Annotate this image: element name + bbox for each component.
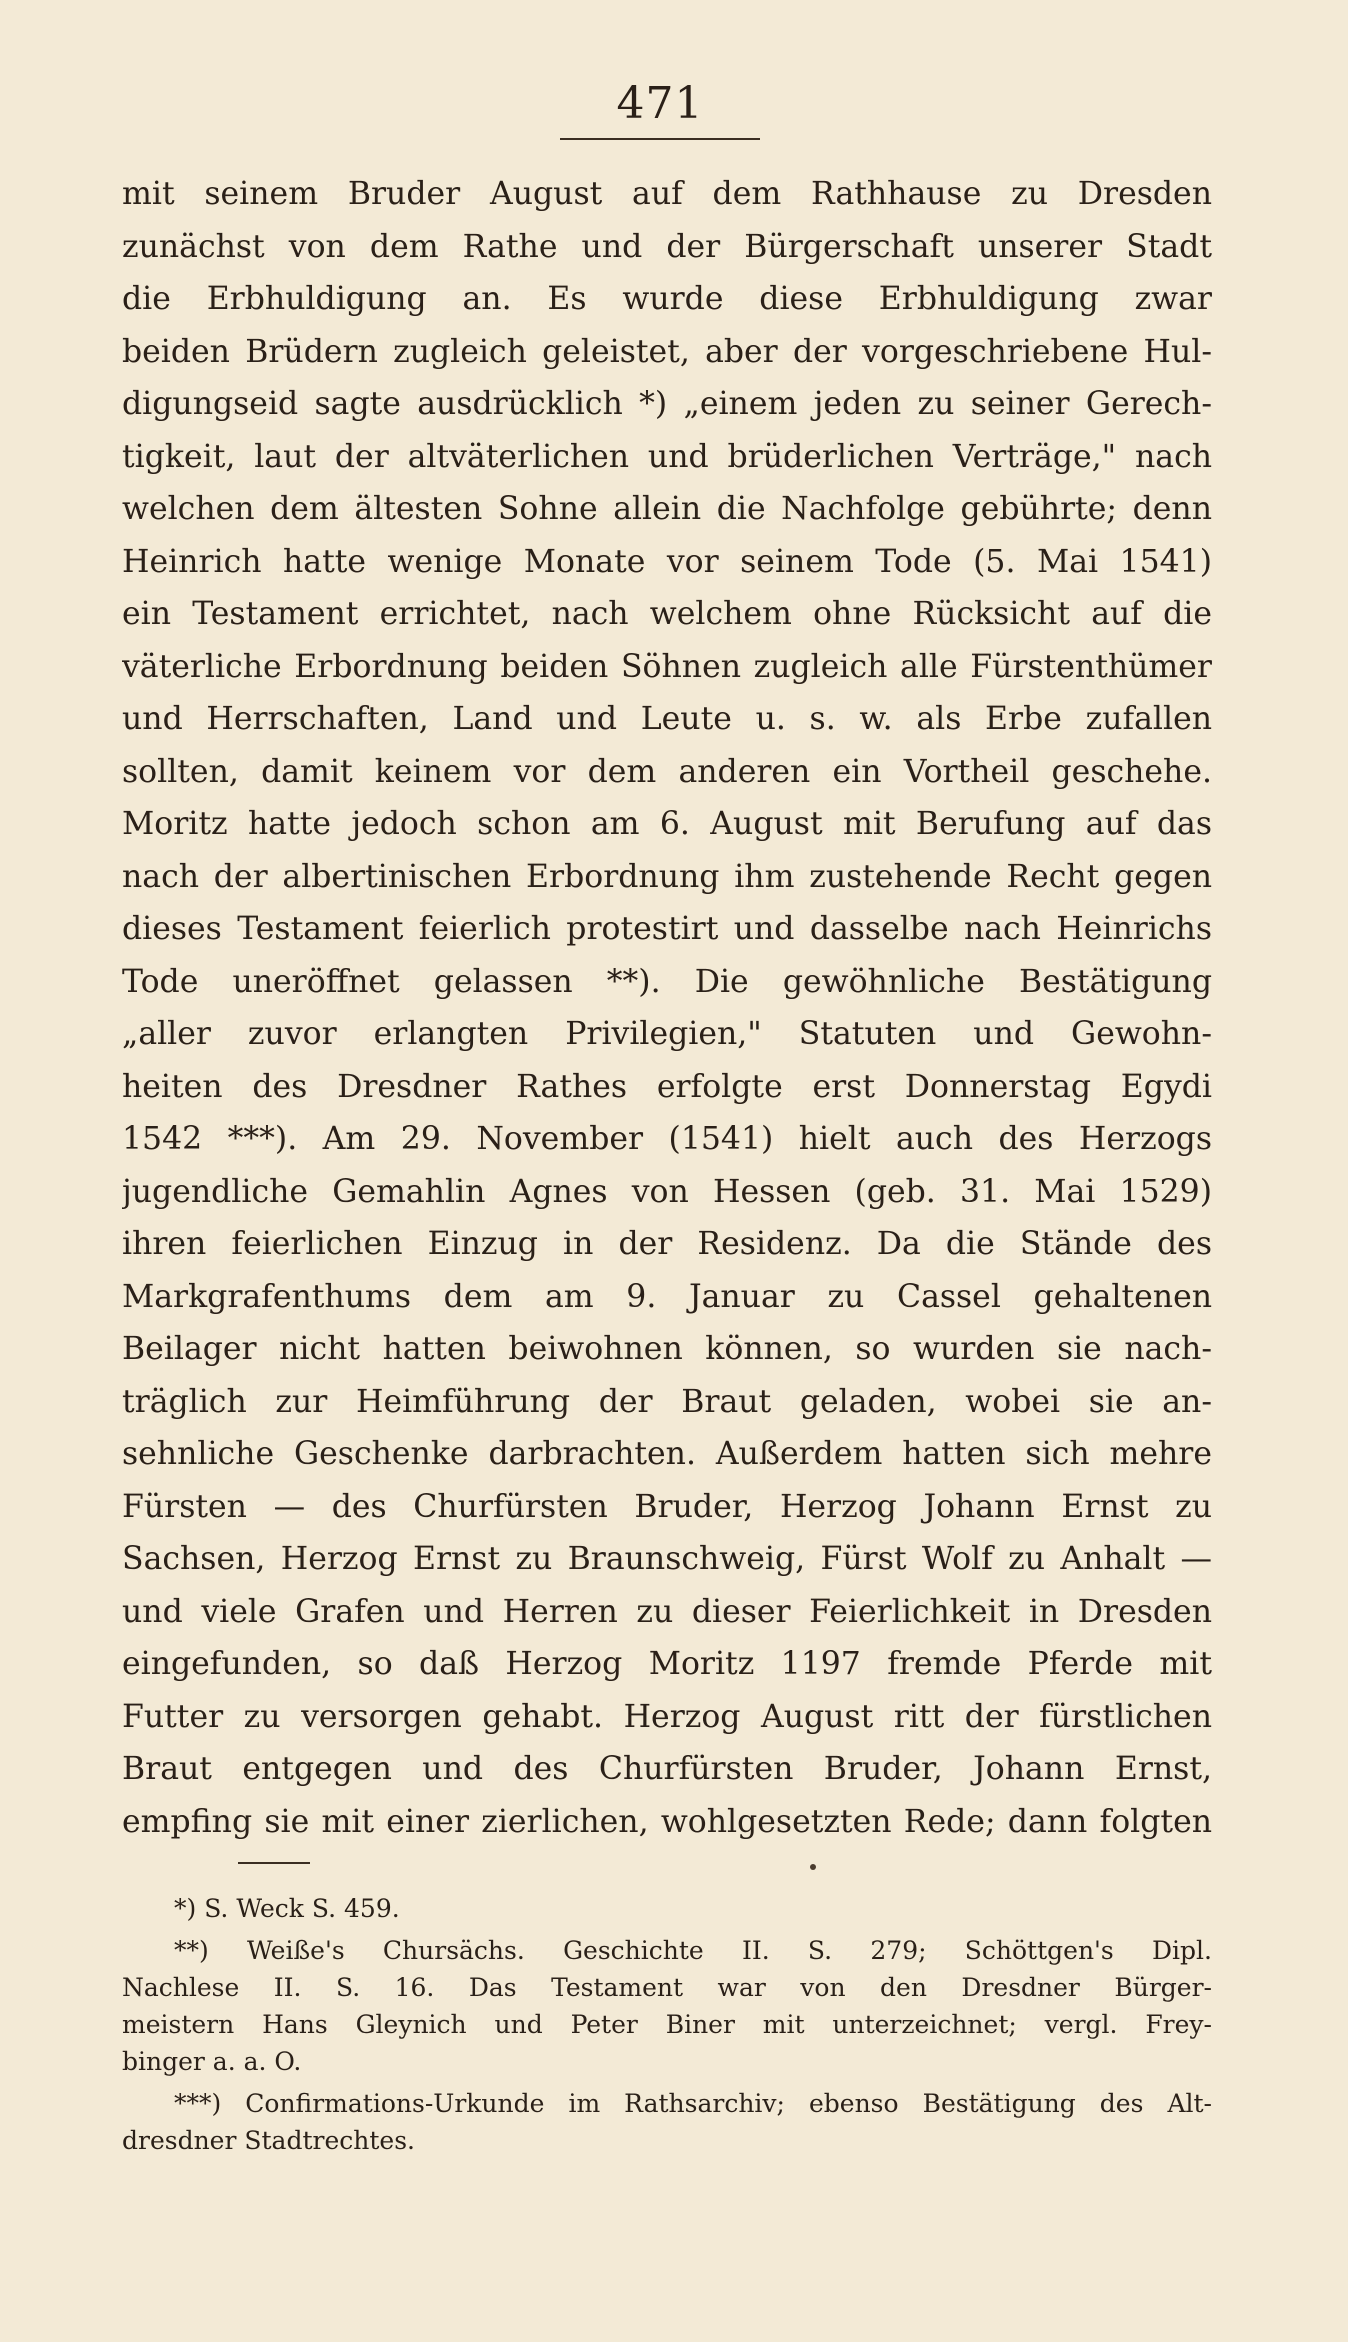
text-line: „aller zuvor erlangten Privilegien," Statuten und Gewohn- — [122, 1016, 1212, 1052]
footnote-3: ***) Confirmations-Urkunde im Rathsarchiv; ebenso Bestätigung des Alt- — [174, 2089, 1212, 2118]
text-line: digungseid sagte ausdrücklich *) „einem jeden zu seiner Gerech- — [122, 386, 1212, 422]
ink-speck — [810, 1864, 816, 1870]
footnote-1: *) S. Weck S. 459. — [174, 1894, 400, 1923]
text-line: 1542 ***). Am 29. November (1541) hielt auch des Herzogs — [122, 1121, 1212, 1157]
footnote-2: **) Weiße's Chursächs. Geschichte II. S. 279; Schöttgen's Dipl. — [174, 1936, 1212, 1965]
text-line: Markgrafenthums dem am 9. Januar zu Cassel gehaltenen — [122, 1278, 1212, 1315]
text-line: jugendliche Gemahlin Agnes von Hessen (geb. 31. Mai 1529) — [122, 1173, 1212, 1210]
text-line: Futter zu versorgen gehabt. Herzog August ritt der fürstlichen — [122, 1698, 1212, 1735]
text-line: Braut entgegen und des Churfürsten Bruder, Johann Ernst, — [122, 1751, 1212, 1787]
text-line: sehnliche Geschenke darbrachten. Außerdem hatten sich mehre — [122, 1436, 1212, 1472]
text-line: mit seinem Bruder August auf dem Rathhause zu Dresden — [122, 176, 1212, 212]
text-line: heiten des Dresdner Rathes erfolgte erst Donnerstag Egydi — [122, 1068, 1212, 1105]
text-line: dieses Testament feierlich protestirt und dasselbe nach Heinrichs — [122, 911, 1212, 947]
text-line: und viele Grafen und Herren zu dieser Feierlichkeit in Dresden — [122, 1593, 1212, 1630]
text-line: welchen dem ältesten Sohne allein die Nachfolge gebührte; denn — [122, 491, 1212, 527]
text-line: nach der albertinischen Erbordnung ihm zustehende Recht gegen — [122, 858, 1212, 895]
text-line: empfing sie mit einer zierlichen, wohlgesetzten Rede; dann folgten — [122, 1803, 1212, 1840]
text-line: Moritz hatte jedoch schon am 6. August mit Berufung auf das — [122, 806, 1212, 842]
text-line: Sachsen, Herzog Ernst zu Braunschweig, Fürst Wolf zu Anhalt — — [122, 1541, 1212, 1577]
footnote-separator — [238, 1862, 310, 1864]
text-line: träglich zur Heimführung der Braut geladen, wobei sie an- — [122, 1383, 1212, 1420]
footnote-3-continued: dresdner Stadtrechtes. — [122, 2126, 415, 2155]
footnote-2-continued: binger a. a. O. — [122, 2047, 302, 2076]
text-line: die Erbhuldigung an. Es wurde diese Erbhuldigung zwar — [122, 281, 1212, 317]
text-line: Beilager nicht hatten beiwohnen können, so wurden sie nach- — [122, 1331, 1212, 1367]
text-line: und Herrschaften, Land und Leute u. s. w. als Erbe zufallen — [122, 701, 1212, 737]
text-line: Heinrich hatte wenige Monate vor seinem Tode (5. Mai 1541) — [122, 543, 1212, 580]
page-number: 471 — [616, 78, 704, 129]
text-line: Tode uneröffnet gelassen **). Die gewöhnliche Bestätigung — [122, 963, 1212, 1000]
text-line: Fürsten — des Churfürsten Bruder, Herzog Johann Ernst zu — [122, 1488, 1212, 1525]
text-line: ihren feierlichen Einzug in der Residenz. Da die Stände des — [122, 1226, 1212, 1262]
footnote-2-continued: Nachlese II. S. 16. Das Testament war von den Dresdner Bürger- — [122, 1973, 1212, 2002]
footnotes — [122, 1890, 1212, 2159]
footnote-2-continued: meistern Hans Gleynich und Peter Biner mit unterzeichnet; vergl. Frey- — [122, 2010, 1212, 2039]
text-line: sollten, damit keinem vor dem anderen ein Vortheil geschehe. — [122, 753, 1212, 790]
text-line: beiden Brüdern zugleich geleistet, aber der vorgeschriebene Hul- — [122, 333, 1212, 370]
header-rule — [560, 138, 760, 140]
text-line: ein Testament errichtet, nach welchem ohne Rücksicht auf die — [122, 596, 1212, 632]
text-line: eingefunden, so daß Herzog Moritz 1197 fremde Pferde mit — [122, 1646, 1212, 1682]
text-line: zunächst von dem Rathe und der Bürgerschaft unserer Stadt — [122, 228, 1212, 265]
text-line: väterliche Erbordnung beiden Söhnen zugleich alle Fürstenthümer — [122, 648, 1212, 685]
text-line: tigkeit, laut der altväterlichen und brüderlichen Verträge," nach — [122, 438, 1212, 475]
body-text — [122, 168, 1212, 1848]
